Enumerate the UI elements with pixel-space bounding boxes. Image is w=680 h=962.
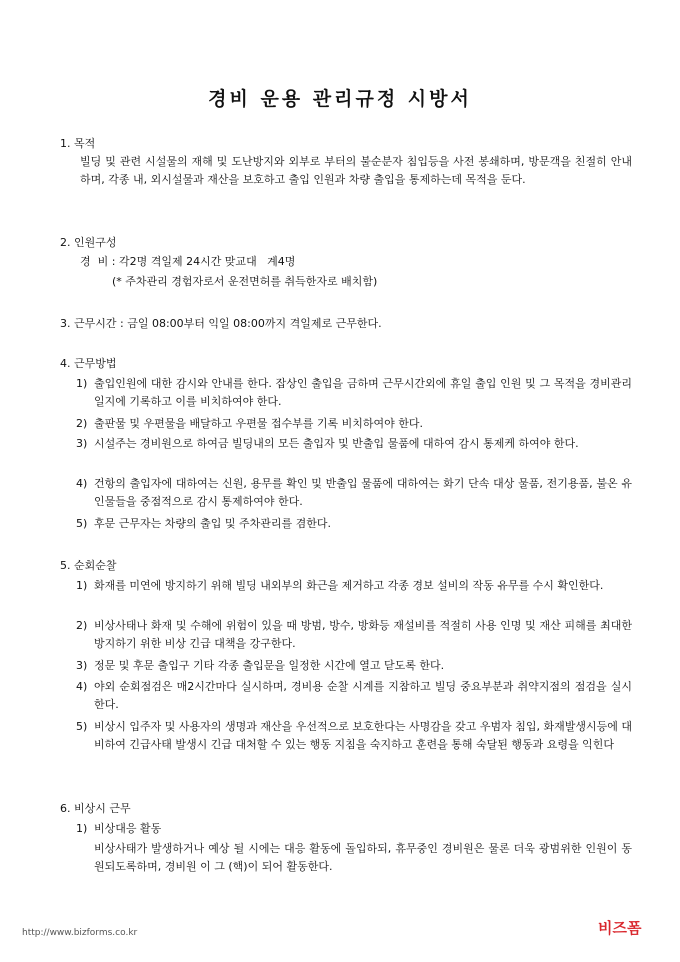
section-1-heading: 1. 목적 xyxy=(60,137,96,150)
subsection-heading xyxy=(76,820,632,838)
list-item xyxy=(76,617,632,653)
subsection-title: 비상대응 활동 xyxy=(94,822,162,835)
bizforms-logo: 비즈폼 xyxy=(598,919,642,937)
list-item xyxy=(76,475,632,511)
list-item xyxy=(76,678,632,714)
section-6-heading: 6. 비상시 근무 xyxy=(60,802,131,815)
section-6-text: 비상사태가 발생하거나 예상 될 시에는 대응 활동에 돌입하되, 휴무중인 경비원은 물론 더욱 광범위한 인원이 동원되도록하며, 경비원 이 그 (핵)이 되어 활동한다. xyxy=(94,842,632,873)
list-item-text: 비상사태나 화재 및 수해에 위험이 있을 때 방범, 방수, 방화등 재설비를 적절히 사용 인명 및 재산 피해를 최대한 방지하기 위한 비상 긴급 대책을 강구한다. xyxy=(94,619,632,650)
list-item-number: 1) xyxy=(76,377,88,390)
section-2-line-1: 경 비 : 각2명 격일제 24시간 맞교대 계4명 xyxy=(80,255,296,268)
list-item-number: 1) xyxy=(76,822,88,835)
list-item-number: 2) xyxy=(76,417,88,430)
list-item-text: 화재를 미연에 방지하기 위해 빌딩 내외부의 화근을 제거하고 각종 경보 설비의 작동 유무를 수시 확인한다. xyxy=(94,579,604,592)
section-3-heading: 3. 근무시간 : 금일 08:00부터 익일 08:00까지 격일제로 근무한다. xyxy=(60,317,382,330)
list-item-text: 건항의 출입자에 대하여는 신원, 용무를 확인 및 반출입 물품에 대하여는 화기 단속 대상 물품, 전기용품, 불온 유인물들을 중점적으로 감시 통제하여야 한다. xyxy=(94,477,632,508)
list-item-text: 출입인원에 대한 감시와 안내를 한다. 잡상인 출입을 금하며 근무시간외에 휴일 출입 인원 및 그 목적을 경비관리일지에 기록하고 이를 비치하여야 한다. xyxy=(94,377,632,408)
list-item xyxy=(76,375,632,411)
list-item xyxy=(76,577,632,595)
list-item-number: 4) xyxy=(76,477,88,490)
list-item-number: 5) xyxy=(76,720,88,733)
list-item-text: 출판물 및 우편물을 배달하고 우편물 접수부를 기록 비치하여야 한다. xyxy=(94,417,423,430)
list-item xyxy=(76,718,632,754)
list-item-text: 정문 및 후문 출입구 기타 각종 출입문을 일정한 시간에 열고 닫도록 한다. xyxy=(94,659,445,672)
section-5-heading: 5. 순회순찰 xyxy=(60,559,117,572)
list-item-number: 2) xyxy=(76,619,88,632)
section-1-text: 빌딩 및 관련 시설물의 재해 및 도난방지와 외부로 부터의 불순분자 침입등을 사전 봉쇄하며, 방문객을 친절히 안내하며, 각종 내, 외시설물과 재산을 보호하고 출입 인원과 차량 출입을 통제하는데 목적을 둔다. xyxy=(80,155,632,186)
section-4-heading: 4. 근무방법 xyxy=(60,357,117,370)
list-item xyxy=(76,415,632,433)
list-item-number: 5) xyxy=(76,517,88,530)
document-title: 경비 운용 관리규정 시방서 xyxy=(208,88,472,110)
section-2-line-2: (* 주차관리 경험자로서 운전면허를 취득한자로 배치함) xyxy=(112,275,378,288)
list-item-number: 3) xyxy=(76,437,88,450)
list-item-text: 비상시 입주자 및 사용자의 생명과 재산을 우선적으로 보호한다는 사명감을 갖고 우범자 침입, 화재발생시등에 대비하여 긴급사태 발생시 긴급 대처할 수 있는 행동 지침을 숙지하고 훈련을 통해 숙달된 행동과 요령을 익힌다 xyxy=(94,720,632,751)
list-item-text: 시설주는 경비원으로 하여금 빌딩내의 모든 출입자 및 반출입 물품에 대하여 감시 통제케 하여야 한다. xyxy=(94,437,579,450)
list-item-number: 3) xyxy=(76,659,88,672)
list-item-text: 야외 순회점검은 매2시간마다 실시하며, 경비용 순찰 시계를 지참하고 빌딩 중요부분과 취약지점의 점검을 실시한다. xyxy=(94,680,632,711)
section-2-heading: 2. 인원구성 xyxy=(60,236,117,249)
footer-url: http://www.bizforms.co.kr xyxy=(22,928,138,938)
list-item xyxy=(76,657,632,675)
list-item-text: 후문 근무자는 차량의 출입 및 주차관리를 겸한다. xyxy=(94,517,331,530)
list-item-number: 4) xyxy=(76,680,88,693)
list-item xyxy=(76,435,632,453)
list-item xyxy=(76,515,632,533)
list-item-number: 1) xyxy=(76,579,88,592)
